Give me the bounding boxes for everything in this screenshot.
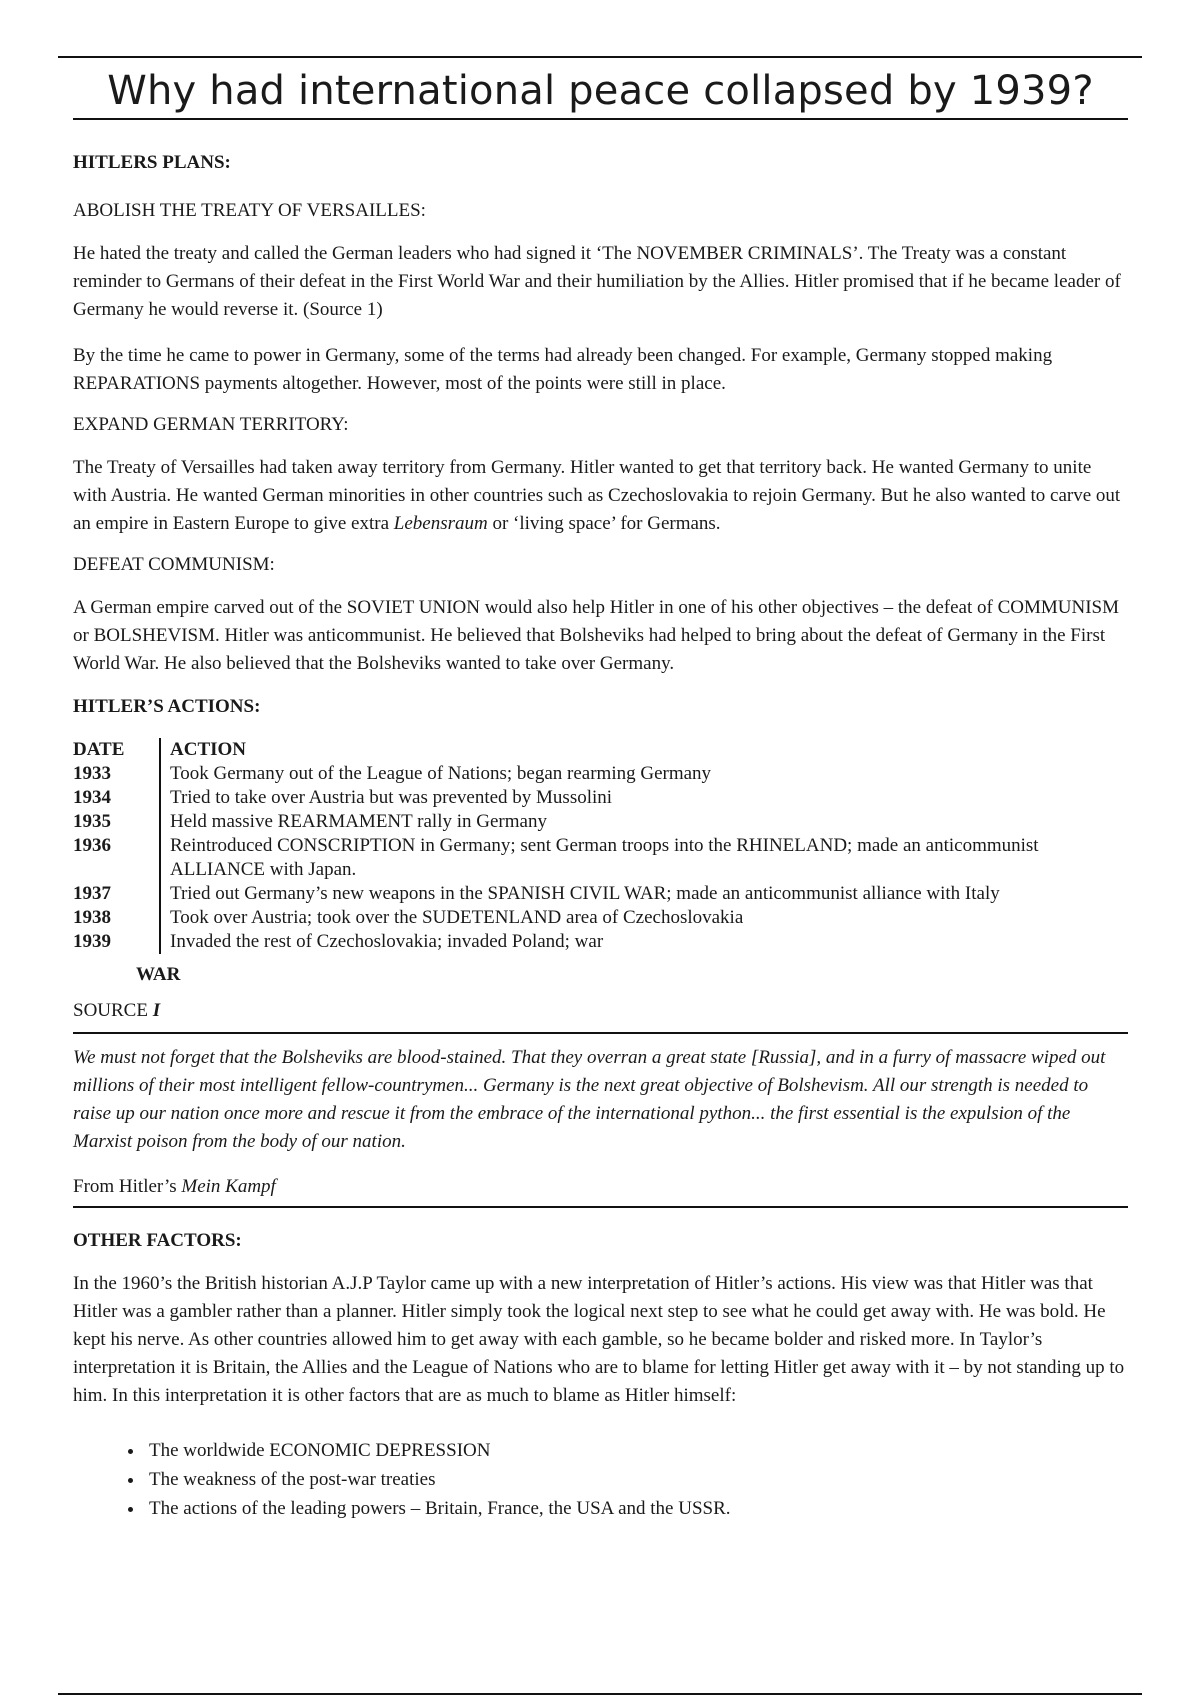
timeline-action: Took Germany out of the League of Nations; began rearming Germany <box>159 762 1128 786</box>
expand-text-before: The Treaty of Versailles had taken away territory from Germany. Hitler wanted to get that territory back. He wanted Germany to unite with Austria. He wanted German minorities in other countries such as Czechoslovakia to rejoin Germany. But he also wanted to carve out an empire in Eastern Europe to give extra <box>73 457 1121 534</box>
date-column-header: DATE <box>73 739 125 760</box>
other-factors-paragraph: In the 1960’s the British historian A.J.P Taylor came up with a new interpretation of Hitler’s actions. His view was that Hitler was that Hitler was a gambler rather than a planner. Hitler simply took the logical next step to see what he could get away with. He was bold. He kept his nerve. As other countries allowed him to get away with each gamble, so he became bolder and risked more. In Taylor’s interpretation it is Britain, the Allies and the League of Nations who are to blame for letting Hitler get away with it – by not standing up to him. In this interpretation it is other factors that are as much to blame as Hitler himself: <box>73 1273 1125 1406</box>
timeline-action: Held massive REARMAMENT rally in Germany <box>159 810 1128 834</box>
list-item: • The actions of the leading powers – Britain, France, the USA and the USSR. <box>145 1494 1128 1523</box>
expand-heading: EXPAND GERMAN TERRITORY: <box>73 414 349 435</box>
war-label: WAR <box>136 964 181 985</box>
factors-list <box>73 1436 1128 1523</box>
timeline-row <box>73 930 1128 954</box>
timeline-action: Invaded the rest of Czechoslovakia; invaded Poland; war <box>159 930 1128 954</box>
timeline-date: 1935 <box>73 811 111 832</box>
abolish-paragraph-1: He hated the treaty and called the German leaders who had signed it ‘The NOVEMBER CRIMINALS’. The Treaty was a constant reminder to Germans of their defeat in the First World War and their humiliation by the Allies. Hitler promised that if he became leader of Germany he would reverse it. (Source 1) <box>73 243 1121 320</box>
abolish-paragraph-2: By the time he came to power in Germany, some of the terms had already been changed. For example, Germany stopped making REPARATIONS payments altogether. However, most of the points were still in place. <box>73 345 1053 394</box>
timeline-date: 1938 <box>73 907 111 928</box>
expand-paragraph <box>73 454 1128 538</box>
timeline-date: 1933 <box>73 763 111 784</box>
timeline-date: 1939 <box>73 931 111 952</box>
timeline-row <box>73 810 1128 834</box>
list-item: • The weakness of the post-war treaties <box>145 1465 1128 1494</box>
timeline-row <box>73 762 1128 786</box>
timeline-date: 1936 <box>73 835 111 856</box>
top-rule <box>58 56 1142 58</box>
timeline-row <box>73 882 1128 906</box>
other-factors-heading: OTHER FACTORS: <box>73 1230 242 1251</box>
timeline-header <box>73 738 1128 762</box>
abolish-heading: ABOLISH THE TREATY OF VERSAILLES: <box>73 200 426 221</box>
timeline-row <box>73 834 1128 882</box>
bottom-rule <box>58 1693 1142 1695</box>
lebensraum-term: Lebensraum <box>393 513 488 534</box>
page-title: Why had international peace collapsed by 1939? <box>73 68 1128 120</box>
source-number: I <box>152 1000 161 1021</box>
attribution-title: Mein Kampf <box>181 1176 276 1197</box>
timeline-date: 1937 <box>73 883 111 904</box>
action-column-header: ACTION <box>159 738 1128 762</box>
communism-paragraph: A German empire carved out of the SOVIET UNION would also help Hitler in one of his other objectives – the defeat of COMMUNISM or BOLSHEVISM. Hitler was anticommunist. He believed that Bolsheviks had helped to bring about the defeat of Germany in the First World War. He also believed that the Bolsheviks wanted to take over Germany. <box>73 597 1120 674</box>
timeline-action: Reintroduced CONSCRIPTION in Germany; sent German troops into the RHINELAND; made an anticommunist ALLIANCE with Japan. <box>159 834 1128 882</box>
source-attribution <box>73 1176 1128 1198</box>
source-label-text: SOURCE <box>73 1000 153 1021</box>
timeline-row <box>73 786 1128 810</box>
list-item: • The worldwide ECONOMIC DEPRESSION <box>145 1436 1128 1465</box>
plans-heading: HITLERS PLANS: <box>73 152 231 173</box>
source-label <box>73 1000 1128 1022</box>
communism-heading: DEFEAT COMMUNISM: <box>73 554 275 575</box>
timeline-action: Tried out Germany’s new weapons in the SPANISH CIVIL WAR; made an anticommunist alliance with Italy <box>159 882 1128 906</box>
actions-heading: HITLER’S ACTIONS: <box>73 696 261 717</box>
timeline-action: Tried to take over Austria but was prevented by Mussolini <box>159 786 1128 810</box>
document-page <box>73 68 1128 1523</box>
expand-text-after: or ‘living space’ for Germans. <box>487 513 721 534</box>
source-quote-box <box>73 1032 1128 1208</box>
attribution-prefix: From Hitler’s <box>73 1176 182 1197</box>
source-quote: We must not forget that the Bolsheviks are blood-stained. That they overran a great state [Russia], and in a furry of massacre wiped out millions of their most intelligent fellow-countrymen... Germany is the next great objective of Bolshevism. All our strength is needed to raise up our nation once more and rescue it from the embrace of the international python... the first essential is the expulsion of the Marxist poison from the body of our nation. <box>73 1047 1106 1152</box>
actions-timeline <box>73 738 1128 954</box>
timeline-row <box>73 906 1128 930</box>
timeline-date: 1934 <box>73 787 111 808</box>
timeline-action: Took over Austria; took over the SUDETENLAND area of Czechoslovakia <box>159 906 1128 930</box>
